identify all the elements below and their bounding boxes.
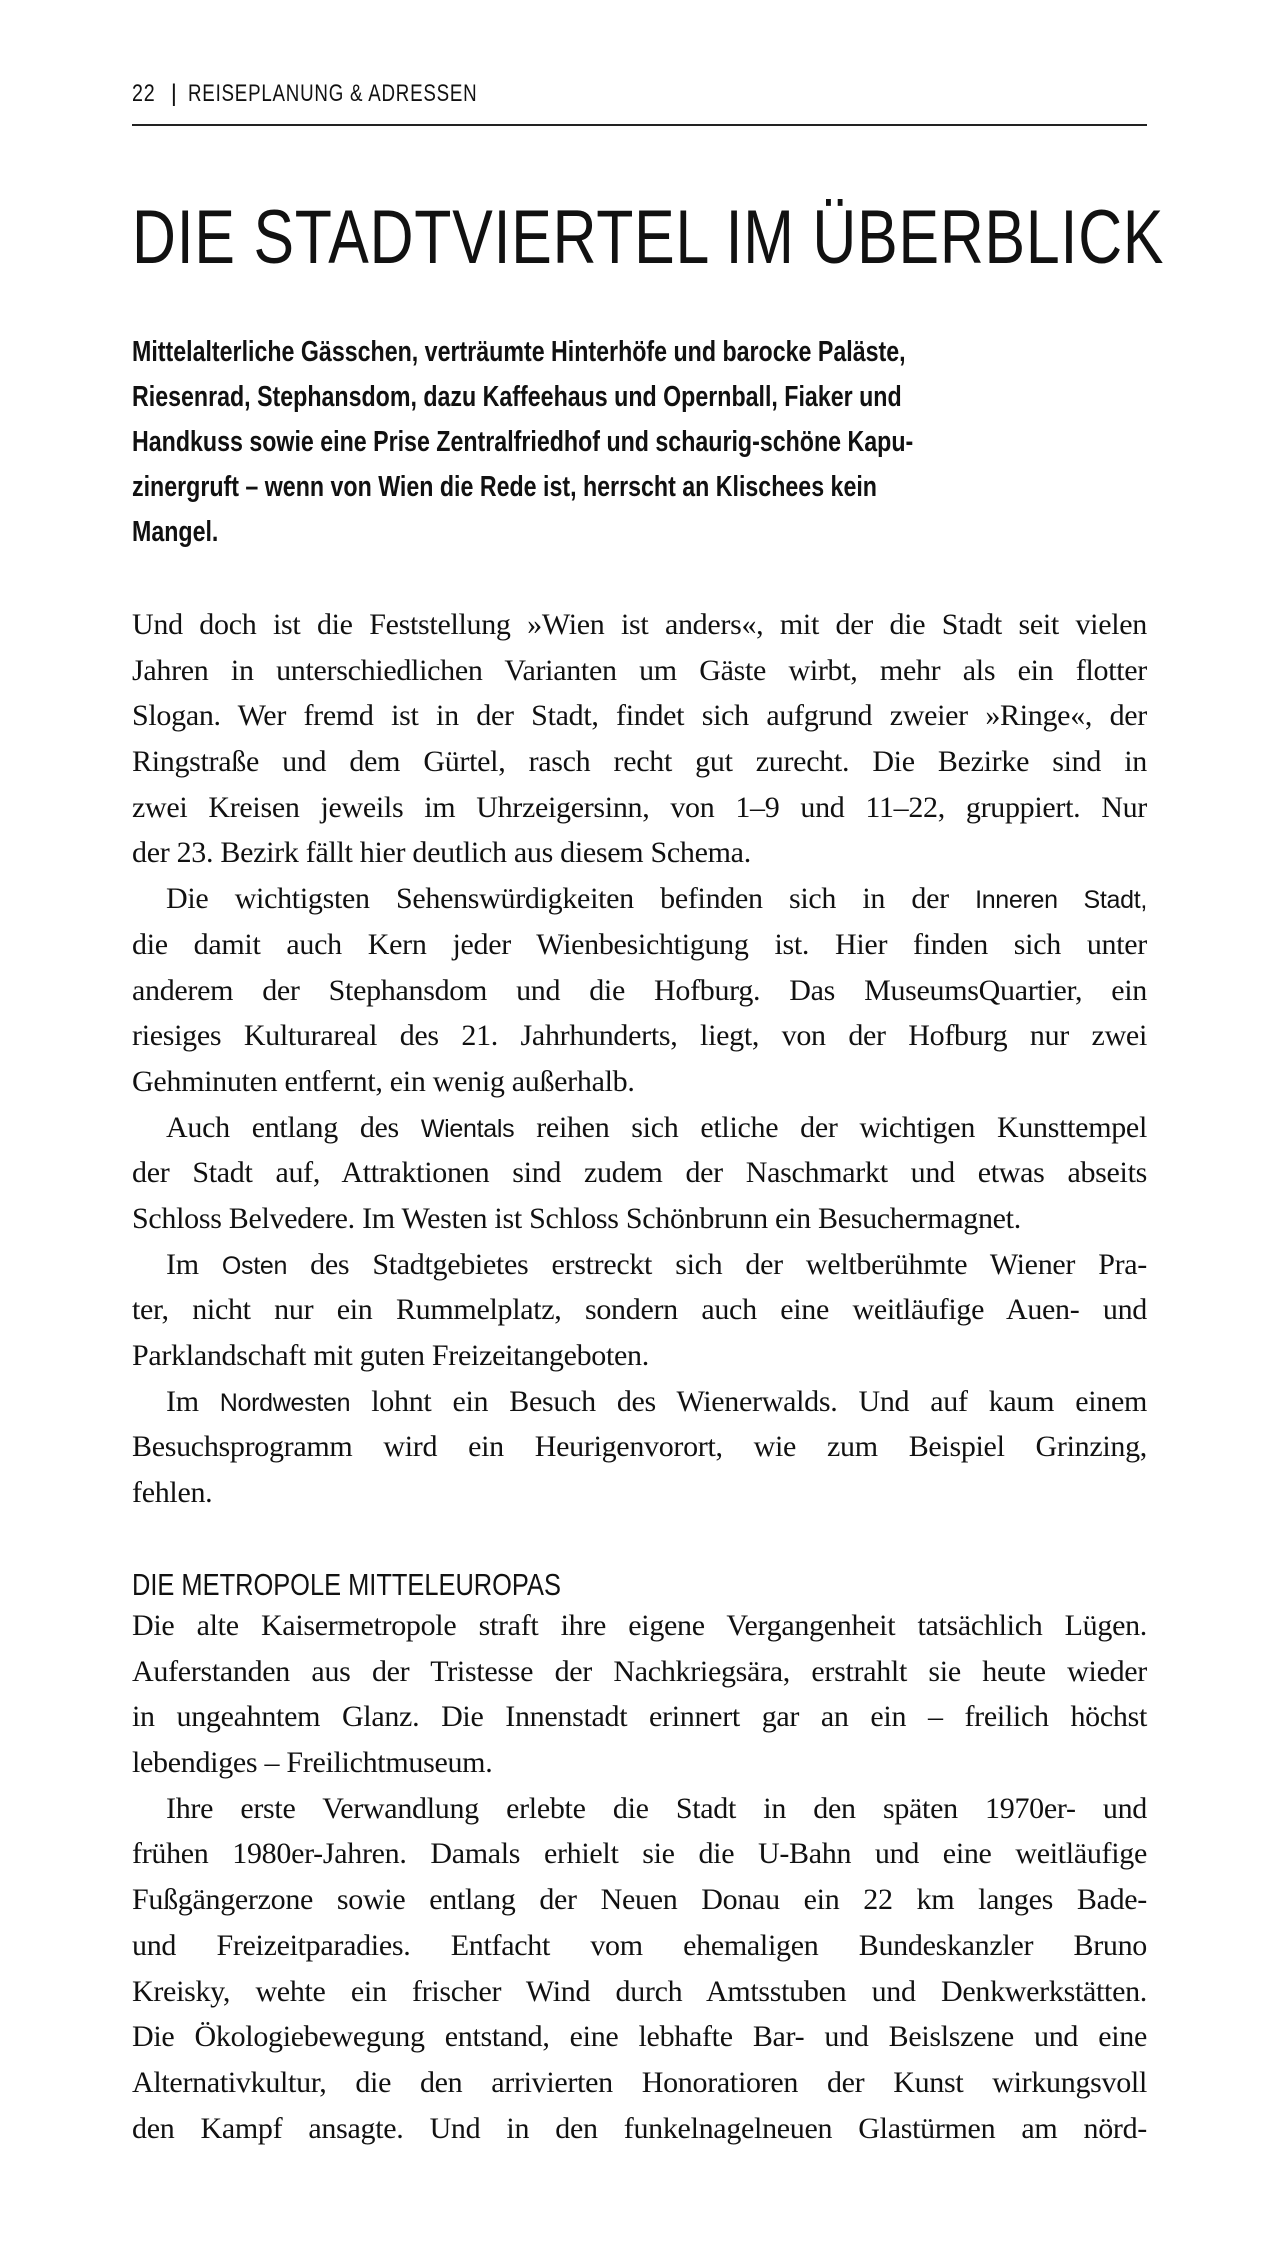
text-line: Die alte Kaisermetropole straft ihre eigene Vergangenheit tatsächlich Lügen. [132,1609,1147,1642]
text-line [132,1242,1147,1288]
text-line: Besuchsprogramm wird ein Heurigenvorort, wie zum Beispiel Grinzing, [132,1430,1147,1464]
text-line: Kreisky, wehte ein frischer Wind durch Amtsstuben und Denkwerkstätten. [132,1974,1147,2008]
paragraph-4 [132,1242,1147,1379]
lead-line: Mangel. [132,516,219,548]
text-span: Im [166,1247,199,1281]
paragraph-1 [132,1603,1147,1786]
text-span: des Stadtgebietes erstreckt sich der weltberühmte Wiener Pra- [310,1247,1147,1281]
text-line: der Stadt auf, Attraktionen sind zudem der Naschmarkt und etwas abseits [132,1156,1147,1190]
header-rule [132,124,1147,126]
keyword-wientals: Wientals [420,1114,515,1143]
text-span: reihen sich etliche der wichtigen Kunsttempel [536,1110,1147,1144]
text-line: und Freizeitparadies. Entfacht vom ehemaligen Bundeskanzler Bruno [132,1928,1147,1962]
lead-paragraph [132,330,1172,555]
text-line: frühen 1980er-Jahren. Damals erhielt sie die U-Bahn und eine weitläufige [132,1837,1147,1871]
paragraph-3 [132,1105,1147,1242]
keyword-inneren-stadt: Inneren Stadt, [975,886,1147,915]
paragraph-2 [132,876,1147,1104]
text-line: Auferstanden aus der Tristesse der Nachkriegsära, erstrahlt sie heute wieder [132,1654,1147,1688]
text-line: der 23. Bezirk fällt hier deutlich aus diesem Schema. [132,836,751,870]
text-span: Im [166,1384,199,1418]
text-line: den Kampf ansagte. Und in den funkelnagelneuen Glastürmen am nörd- [132,2111,1147,2145]
text-line: riesiges Kulturareal des 21. Jahrhunderts, liegt, von der Hofburg nur zwei [132,1019,1147,1053]
text-span: lohnt ein Besuch des Wienerwalds. Und auf kaum einem [371,1384,1148,1418]
text-line: Slogan. Wer fremd ist in der Stadt, findet sich aufgrund zweier »Ringe«, der [132,699,1147,733]
running-head-separator: | [170,80,178,107]
lead-line: Handkuss sowie eine Prise Zentralfriedhof und schaurig-schöne Kapu- [132,426,914,458]
lead-line: Mittelalterliche Gässchen, verträumte Hinterhöfe und barocke Paläste, [132,336,906,368]
page-title: DIE STADTVIERTEL IM ÜBERBLICK [132,195,1165,280]
keyword-osten: Osten [221,1251,288,1280]
text-line: Ihre erste Verwandlung erlebte die Stadt in den späten 1970er- und [166,1791,1147,1825]
text-line: lebendiges – Freilichtmuseum. [132,1746,493,1780]
text-line: Gehminuten entfernt, ein wenig außerhalb. [132,1064,635,1098]
body-section-1 [132,602,1147,1516]
text-line: ter, nicht nur ein Rummelplatz, sondern auch eine weitläufige Auen- und [132,1293,1147,1327]
text-line: Schloss Belvedere. Im Westen ist Schloss Schönbrunn ein Besuchermagnet. [132,1201,1021,1235]
text-line: Parklandschaft mit guten Freizeitangeboten. [132,1339,649,1372]
text-line: Die Ökologiebewegung entstand, eine lebhafte Bar- und Beislszene und eine [132,2020,1147,2054]
lead-line: Riesenrad, Stephansdom, dazu Kaffeehaus und Opernball, Fiaker und [132,381,902,413]
text-line: Jahren in unterschiedlichen Varianten um Gäste wirbt, mehr als ein flotter [132,653,1147,687]
text-line: zwei Kreisen jeweils im Uhrzeigersinn, von 1–9 und 11–22, gruppiert. Nur [132,790,1147,824]
text-line: Ringstraße und dem Gürtel, rasch recht gut zurecht. Die Bezirke sind in [132,745,1147,779]
text-line: anderem der Stephansdom und die Hofburg. Das MuseumsQuartier, ein [132,973,1147,1007]
text-span: Die wichtigsten Sehenswürdigkeiten befinden sich in der [166,882,949,916]
body-section-2 [132,1603,1147,2151]
running-head [132,80,1147,126]
page-number: 22 [132,80,156,107]
text-line: Alternativkultur, die den arrivierten Honoratioren der Kunst wirkungsvoll [132,2065,1147,2099]
paragraph-1 [132,602,1147,876]
text-line: Fußgängerzone sowie entlang der Neuen Donau ein 22 km langes Bade- [132,1883,1147,1917]
text-line [132,1105,1147,1151]
lead-line: zinergruft – wenn von Wien die Rede ist, herrscht an Klischees kein [132,471,877,503]
section-heading: DIE METROPOLE MITTELEUROPAS [132,1567,561,1602]
text-span: Auch entlang des [166,1110,399,1144]
keyword-nordwesten: Nordwesten [219,1388,351,1417]
text-line [132,1379,1147,1425]
text-line [132,876,1147,922]
text-line: die damit auch Kern jeder Wienbesichtigung ist. Hier finden sich unter [132,927,1147,961]
text-line: Und doch ist die Feststellung »Wien ist anders«, mit der die Stadt seit vielen [132,608,1147,641]
paragraph-5 [132,1379,1147,1516]
text-line: in ungeahntem Glanz. Die Innenstadt erinnert gar an ein – freilich höchst [132,1700,1147,1734]
paragraph-2 [132,1786,1147,2152]
text-line: fehlen. [132,1476,213,1510]
running-head-section: REISEPLANUNG & ADRESSEN [187,80,478,107]
